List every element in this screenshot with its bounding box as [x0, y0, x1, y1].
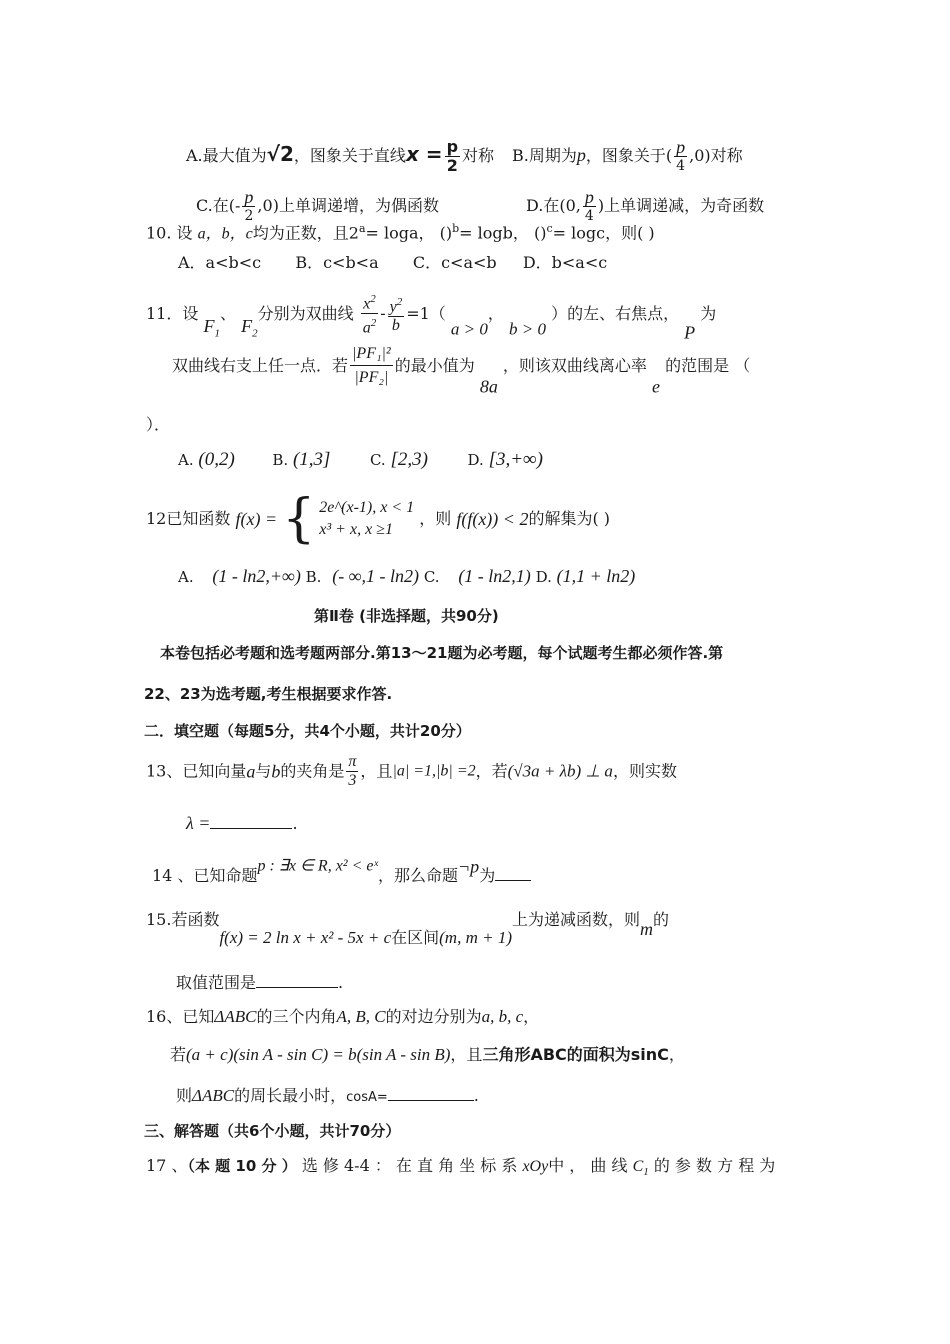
minus: -	[380, 303, 386, 323]
rparen: )	[597, 196, 605, 215]
text: ，且	[360, 761, 393, 781]
sec3-title: 三、解答题（共6个小题，共计70分）	[144, 1122, 401, 1140]
q9-option-a	[186, 138, 494, 175]
q9a-text: A.最大值为	[186, 146, 267, 165]
t2: ）的左、右焦点，	[551, 303, 680, 323]
text: 13、已知向量	[146, 761, 247, 781]
tail: ，则	[419, 509, 452, 528]
q10-option-d: D．b<a<c	[522, 253, 608, 272]
area-condition: 三角形ABC的面积为sinC	[482, 1045, 669, 1064]
text: 若	[170, 1045, 187, 1064]
piecewise	[282, 489, 415, 549]
p-var: p	[576, 145, 586, 165]
q12-stem	[146, 489, 611, 551]
q9b-text2: ，图象关于	[585, 146, 666, 165]
text: 选 修 4-4 ： 在 直 角 坐 标 系	[301, 1156, 518, 1175]
q9b-text: B.周期为	[512, 146, 577, 165]
text: 双曲线右支上任一点．若	[172, 356, 349, 375]
brace: {	[282, 489, 316, 549]
q10-stem	[146, 219, 655, 244]
text: 上为递减函数，则	[512, 910, 641, 929]
rparen: ,0)	[257, 196, 279, 215]
points: （本 题 10 分 ）	[187, 1157, 297, 1175]
pf-ratio	[350, 345, 393, 387]
lparen: (-	[228, 196, 241, 215]
num: $y^2$	[388, 293, 405, 317]
num: π	[348, 753, 357, 770]
cos-label: cosA=	[346, 1090, 388, 1105]
text: ，那么命题	[378, 866, 459, 885]
opt-a-label: A.	[178, 451, 194, 469]
neg-p: ¬p	[458, 856, 480, 877]
eq1: =1（	[406, 303, 446, 323]
cases	[319, 497, 414, 541]
sup: c	[546, 222, 553, 235]
den: b	[391, 316, 400, 334]
den: 4	[584, 208, 594, 224]
answer-blank[interactable]	[210, 813, 292, 829]
t1: 分别为双曲线	[257, 303, 354, 323]
min-val: 8a	[479, 376, 498, 397]
angles: A, B, C	[336, 1007, 386, 1026]
opt-a-label: A.	[178, 568, 194, 586]
sub: 1	[643, 1166, 649, 1179]
den: 3	[348, 772, 357, 789]
p-over-2	[445, 138, 460, 175]
text: 则	[176, 1086, 193, 1105]
text: ）．	[146, 415, 171, 434]
F2	[241, 316, 258, 340]
num: p	[244, 187, 254, 207]
q11-label: 11．设	[146, 303, 199, 323]
sub: 2	[252, 327, 258, 340]
q10-options	[178, 253, 607, 273]
text: 与	[255, 761, 272, 781]
q16-line2	[170, 1045, 685, 1065]
P: P	[684, 322, 696, 343]
q10-option-c: C．c<a<b	[412, 253, 497, 272]
answer-blank[interactable]	[256, 972, 338, 988]
case1: 2e^(x-1), x < 1	[319, 499, 415, 516]
tail2: 的解集为( )	[528, 509, 611, 528]
q11-line3	[146, 415, 170, 435]
function: f(x) = 2 ln x + x² - 5x + c	[219, 928, 392, 947]
x-eq: x =	[405, 142, 443, 166]
text: 中 ， 曲 线	[548, 1156, 628, 1175]
den: $a^2$	[362, 317, 377, 337]
text: 的范围是 （	[665, 356, 751, 375]
sup: b	[452, 222, 460, 235]
part2-title: 第Ⅱ卷 (非选择题，共90分)	[314, 607, 499, 625]
text: ，且	[450, 1045, 483, 1064]
part2: = logb， ()	[459, 223, 547, 243]
q10-label: 10. 设	[146, 223, 193, 243]
vec-a: a	[246, 761, 256, 782]
y: y	[389, 297, 397, 315]
C1	[632, 1158, 649, 1179]
text: 的对边分别为	[385, 1007, 482, 1026]
text: 为	[479, 866, 496, 885]
den: 2	[244, 208, 254, 224]
p-over-4	[674, 138, 687, 175]
q17	[146, 1156, 775, 1182]
opt-c-label: C.	[369, 451, 386, 469]
x2-over-a2	[361, 290, 379, 338]
q13-line2	[186, 813, 298, 834]
q12-options	[178, 566, 635, 587]
q11-options	[178, 450, 543, 470]
opt-c-label: C.	[423, 568, 440, 586]
part2-desc2: 22、23为选考题,考生根据要求作答.	[144, 685, 393, 703]
q9d-text2: 上单调递减，为奇函数	[604, 196, 765, 215]
C: C	[632, 1158, 644, 1175]
q9a-text3: 对称	[462, 146, 495, 165]
sep: 、	[219, 303, 236, 323]
cond-a: a > 0	[450, 319, 488, 339]
opt-b-value: (1,3]	[292, 449, 331, 470]
x: x	[363, 295, 371, 313]
triangle: ΔABC	[192, 1086, 235, 1105]
q9c-text: C.在	[196, 196, 229, 215]
mid: 均为正数，且2	[252, 223, 359, 243]
q11-line2	[172, 345, 750, 401]
F: F	[241, 316, 253, 337]
num: $x^2$	[361, 290, 379, 314]
sub: 1	[214, 327, 220, 340]
lparen: (	[665, 146, 673, 165]
q9b-text3: 对称	[710, 146, 743, 165]
case2: x³ + x, x ≥1	[319, 521, 393, 538]
num: p	[584, 187, 594, 207]
lparen: (0,	[559, 196, 581, 215]
q15-line1	[146, 910, 670, 947]
q10-option-b: B．c<b<a	[295, 253, 379, 272]
F: F	[203, 316, 215, 337]
vars: a，b，c	[197, 225, 253, 243]
answer-blank[interactable]	[495, 865, 531, 881]
opt-c-value: [2,3)	[390, 449, 428, 470]
q15-line2	[176, 972, 343, 993]
sup: a	[358, 222, 366, 235]
proposition: p : ∃x ∈ R, x² < eˣ	[257, 857, 379, 875]
norms: |a| =1,|b| =2	[392, 762, 476, 780]
q11-line1	[146, 290, 717, 343]
end: .	[338, 973, 344, 992]
text: ，则该双曲线离心率	[502, 356, 647, 375]
answer-blank[interactable]	[388, 1085, 474, 1101]
den: 2	[446, 156, 458, 175]
sqrt2: √2	[266, 142, 294, 166]
end: .	[473, 1086, 479, 1105]
vec-b: b	[271, 761, 281, 782]
fx: f(x) =	[235, 509, 278, 529]
opt-d-label: D.	[535, 568, 552, 586]
text: 的	[653, 910, 670, 929]
pi-over-3	[346, 753, 358, 790]
perp-cond: (√3a + λb) ⊥ a	[507, 761, 613, 781]
y2-over-b	[388, 293, 405, 335]
text: ，	[523, 1007, 540, 1026]
q13-line1	[146, 753, 677, 799]
m: m	[640, 919, 654, 939]
q9a-text2: ，图象关于直线	[293, 146, 406, 165]
opt-b-value: (- ∞,1 - ln2)	[332, 566, 420, 586]
label: 17 、	[146, 1156, 188, 1175]
text: 16、已知	[146, 1007, 215, 1026]
part2-desc1: 本卷包括必考题和选考题两部分.第13～21题为必考题，每个试题考生都必须作答.第	[160, 644, 724, 662]
interval: (m, m + 1)	[439, 928, 512, 947]
coord-tail: ,0)	[689, 146, 711, 165]
a: a	[362, 319, 371, 337]
comma: ，	[487, 303, 504, 323]
opt-b-label: B.	[305, 568, 322, 586]
t3: 为	[700, 303, 717, 323]
q9d-text: D.在	[526, 196, 560, 215]
end: .	[292, 814, 298, 833]
num: p	[676, 137, 686, 157]
text: 14 、已知命题	[152, 866, 258, 885]
q16-line1	[146, 1007, 539, 1027]
den: 4	[676, 158, 686, 174]
text: 的夹角是	[280, 761, 345, 781]
opt-a-value: (0,2)	[198, 449, 235, 470]
opt-d-value: [3,+∞)	[488, 449, 543, 470]
text: 在区间	[391, 928, 440, 947]
text: ，若	[475, 761, 508, 781]
equation: (a + c)(sin A - sin C) = b(sin A - sin B)	[186, 1045, 451, 1064]
F1	[203, 316, 220, 340]
e: e	[652, 376, 661, 397]
opt-d-value: (1,1 + ln2)	[556, 566, 636, 586]
q14	[152, 856, 531, 886]
opt-a-value: (1 - ln2,+∞)	[212, 566, 301, 586]
text: ，	[668, 1045, 685, 1064]
q9c-text2: 上单调递增，为偶函数	[278, 196, 439, 215]
text: 的周长最小时，	[234, 1086, 347, 1105]
den: |PF₂|	[354, 369, 389, 386]
text: 15.若函数	[146, 910, 220, 929]
q12-label: 12已知函数	[146, 509, 231, 528]
q16-line3	[176, 1085, 479, 1108]
text: ，则实数	[612, 761, 677, 781]
text: 的 参 数 方 程 为	[653, 1156, 776, 1175]
triangle: ΔABC	[214, 1007, 257, 1026]
opt-c-value: (1 - ln2,1)	[458, 566, 531, 586]
opt-d-label: D.	[467, 451, 484, 469]
num: p	[446, 137, 459, 156]
sec2-title: 二．填空题（每题5分，共4个小题，共计20分）	[144, 722, 471, 740]
sides: a, b, c	[481, 1007, 524, 1026]
num: |PF₁|²	[350, 345, 393, 366]
text: 的三个内角	[256, 1007, 337, 1026]
cond-b: b > 0	[508, 319, 546, 339]
ineq: f(f(x)) < 2	[456, 509, 529, 529]
q9-option-b	[512, 138, 743, 175]
text: 取值范围是	[176, 973, 257, 992]
q10-option-a: A．a<b<c	[178, 253, 262, 272]
part3: = logc，则( )	[552, 223, 655, 243]
text: 的最小值为	[394, 356, 475, 375]
xoy: xOy	[522, 1158, 549, 1175]
opt-b-label: B.	[272, 451, 289, 469]
lambda: λ =	[186, 813, 211, 833]
part1: = loga， ()	[365, 223, 453, 243]
